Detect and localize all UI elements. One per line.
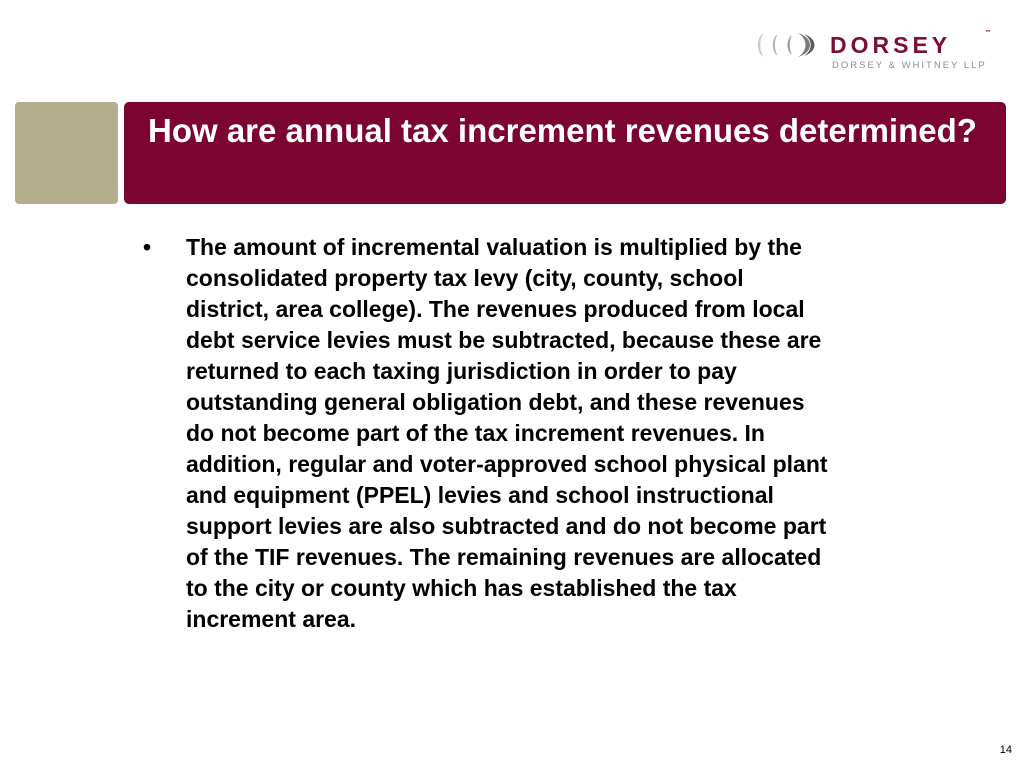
slide-content	[140, 232, 990, 635]
logo-subtitle: DORSEY & WHITNEY LLP	[832, 60, 987, 71]
logo-wordmark: DORSEY	[830, 32, 952, 58]
dorsey-logo	[754, 28, 1004, 78]
accent-box	[15, 102, 118, 204]
slide-title: How are annual tax increment revenues determined?	[148, 112, 977, 149]
title-bar	[124, 102, 1006, 204]
page-number: 14	[999, 744, 1012, 756]
dorsey-swirl-icon	[754, 30, 820, 60]
bullet-text: The amount of incremental valuation is multiplied by the consolidated property tax levy (city, county, school district, area college). The revenues produced from local debt service levies must be subtracted, because these are returned to each taxing jurisdiction in order to pay outstanding general obligation debt, and these revenues do not become part of the tax increment revenues. In addition, regular and voter-approved school physical plant and equipment (PPEL) levies and school instructional support levies are also subtracted and do not become part of the TIF revenues. The remaining revenues are allocated to the city or county which has established the tax increment area.	[186, 234, 828, 632]
bullet-symbol: •	[143, 234, 152, 260]
logo-trademark: ™	[985, 30, 991, 36]
bullet-item	[140, 232, 990, 635]
